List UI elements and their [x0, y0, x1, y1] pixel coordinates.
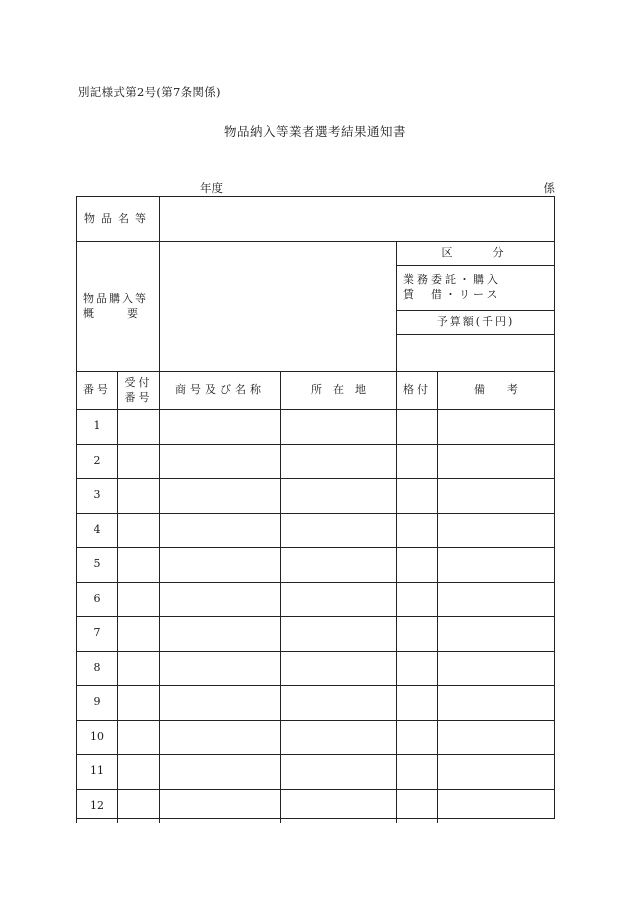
fiscal-year-label: 年度 — [200, 181, 223, 195]
rating-cell[interactable] — [396, 651, 437, 686]
budget-label: 予算額(千円) — [396, 310, 554, 334]
address-cell[interactable] — [280, 616, 396, 651]
remarks-cell[interactable] — [437, 616, 554, 651]
address-cell[interactable] — [280, 409, 396, 444]
overview-label — [76, 241, 159, 371]
receipt-number-cell[interactable] — [117, 444, 159, 479]
budget-field[interactable] — [396, 334, 554, 371]
address-cell[interactable] — [280, 478, 396, 513]
row-number: 5 — [76, 547, 117, 582]
rating-cell[interactable] — [396, 720, 437, 755]
row-number: 3 — [76, 478, 117, 513]
overview-field[interactable] — [159, 241, 396, 371]
receipt-number-cell[interactable] — [117, 616, 159, 651]
column-header-company: 商号及び名称 — [159, 371, 280, 409]
column-header-receipt-line1: 受付 — [124, 375, 153, 389]
division-header: 区 分 — [396, 241, 554, 265]
address-cell[interactable] — [280, 444, 396, 479]
company-cell[interactable] — [159, 754, 280, 789]
row-number: 4 — [76, 513, 117, 548]
company-cell[interactable] — [159, 582, 280, 617]
company-cell[interactable] — [159, 409, 280, 444]
company-cell[interactable] — [159, 616, 280, 651]
rating-cell[interactable] — [396, 478, 437, 513]
row-number: 12 — [76, 789, 117, 824]
form-label: 別記様式第2号(第7条関係) — [78, 85, 221, 99]
rating-cell[interactable] — [396, 754, 437, 789]
row-number: 6 — [76, 582, 117, 617]
receipt-number-cell[interactable] — [117, 754, 159, 789]
address-cell[interactable] — [280, 547, 396, 582]
remarks-cell[interactable] — [437, 409, 554, 444]
item-name-label: 物品名等 — [76, 196, 159, 241]
rating-cell[interactable] — [396, 409, 437, 444]
remarks-cell[interactable] — [437, 651, 554, 686]
rating-cell[interactable] — [396, 444, 437, 479]
remarks-cell[interactable] — [437, 547, 554, 582]
receipt-number-cell[interactable] — [117, 582, 159, 617]
division-option-line1: 業務委託・購入 — [403, 273, 501, 287]
receipt-number-cell[interactable] — [117, 409, 159, 444]
company-cell[interactable] — [159, 720, 280, 755]
company-cell[interactable] — [159, 444, 280, 479]
address-cell[interactable] — [280, 685, 396, 720]
row-number: 1 — [76, 409, 117, 444]
remarks-cell[interactable] — [437, 444, 554, 479]
receipt-number-cell[interactable] — [117, 513, 159, 548]
remarks-cell[interactable] — [437, 685, 554, 720]
receipt-number-cell[interactable] — [117, 478, 159, 513]
selection-result-table — [76, 196, 555, 819]
rating-cell[interactable] — [396, 685, 437, 720]
row-number: 2 — [76, 444, 117, 479]
rating-cell[interactable] — [396, 547, 437, 582]
rating-cell[interactable] — [396, 582, 437, 617]
division-option-line2: 賃 借・リース — [403, 288, 501, 301]
remarks-cell[interactable] — [437, 582, 554, 617]
receipt-number-cell[interactable] — [117, 651, 159, 686]
company-cell[interactable] — [159, 651, 280, 686]
column-header-receipt-line2: 番号 — [124, 390, 153, 404]
remarks-cell[interactable] — [437, 720, 554, 755]
row-number: 9 — [76, 685, 117, 720]
row-number: 8 — [76, 651, 117, 686]
address-cell[interactable] — [280, 582, 396, 617]
overview-label-line2: 概 要 — [83, 306, 138, 320]
column-header-remarks: 備 考 — [437, 371, 554, 409]
section-label: 係 — [543, 181, 555, 195]
company-cell[interactable] — [159, 478, 280, 513]
division-options[interactable] — [396, 265, 554, 310]
address-cell[interactable] — [280, 513, 396, 548]
remarks-cell[interactable] — [437, 513, 554, 548]
document-title: 物品納入等業者選考結果通知書 — [223, 124, 406, 139]
company-cell[interactable] — [159, 547, 280, 582]
column-header-number: 番号 — [76, 371, 117, 409]
remarks-cell[interactable] — [437, 754, 554, 789]
receipt-number-cell[interactable] — [117, 789, 159, 824]
receipt-number-cell[interactable] — [117, 685, 159, 720]
receipt-number-cell[interactable] — [117, 547, 159, 582]
column-header-rating: 格付 — [396, 371, 437, 409]
rating-cell[interactable] — [396, 513, 437, 548]
address-cell[interactable] — [280, 789, 396, 824]
row-number: 7 — [76, 616, 117, 651]
address-cell[interactable] — [280, 651, 396, 686]
remarks-cell[interactable] — [437, 478, 554, 513]
row-number: 10 — [76, 720, 117, 755]
item-name-field[interactable] — [159, 196, 554, 241]
row-number: 11 — [76, 754, 117, 789]
receipt-number-cell[interactable] — [117, 720, 159, 755]
overview-label-line1: 物品購入等 — [83, 291, 148, 305]
company-cell[interactable] — [159, 685, 280, 720]
rating-cell[interactable] — [396, 789, 437, 824]
column-header-receipt-number — [117, 371, 159, 409]
column-header-address: 所 在 地 — [280, 371, 396, 409]
rating-cell[interactable] — [396, 616, 437, 651]
remarks-cell[interactable] — [437, 789, 554, 824]
company-cell[interactable] — [159, 513, 280, 548]
address-cell[interactable] — [280, 720, 396, 755]
company-cell[interactable] — [159, 789, 280, 824]
address-cell[interactable] — [280, 754, 396, 789]
